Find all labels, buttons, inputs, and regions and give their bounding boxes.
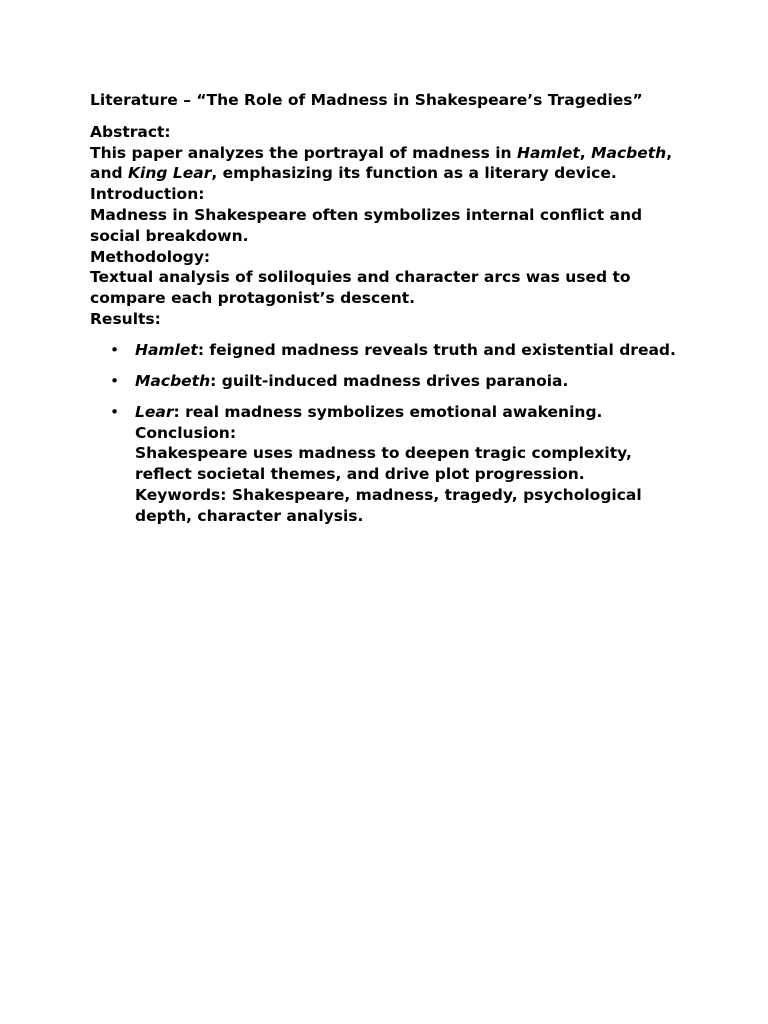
- result-work-title: Hamlet: [135, 340, 198, 359]
- abstract-text-part-1: This paper analyzes the portrayal of madness in: [90, 143, 517, 162]
- results-list: [90, 340, 690, 527]
- abstract-work-king-lear: King Lear: [128, 164, 212, 183]
- abstract-text: [90, 143, 690, 185]
- bullet-marker: •: [110, 340, 120, 359]
- result-work-title: Lear: [135, 402, 174, 421]
- abstract-work-macbeth: Macbeth: [591, 143, 667, 162]
- introduction-heading: Introduction:: [90, 185, 205, 204]
- list-item: [110, 402, 690, 527]
- abstract-text-part-2: and: [90, 164, 128, 183]
- abstract-heading: Abstract:: [90, 122, 171, 141]
- result-text: : feigned madness reveals truth and existential dread.: [197, 340, 676, 359]
- results-heading: Results:: [90, 309, 161, 328]
- result-text: : guilt-induced madness drives paranoia.: [210, 371, 569, 390]
- document-page: [90, 90, 690, 537]
- abstract-section: [90, 122, 690, 184]
- result-text: : real madness symbolizes emotional awakening.: [173, 402, 603, 421]
- methodology-text: Textual analysis of soliloquies and character arcs was used to compare each protagonist’s descent.: [90, 268, 631, 308]
- bullet-marker: •: [110, 371, 120, 390]
- abstract-separator-2: ,: [666, 143, 673, 162]
- list-item: [110, 371, 690, 392]
- methodology-section: [90, 247, 690, 309]
- conclusion-heading: Conclusion:: [135, 423, 237, 442]
- list-item: [110, 340, 690, 361]
- introduction-section: [90, 184, 690, 246]
- result-work-title: Macbeth: [135, 371, 211, 390]
- abstract-text-part-3: , emphasizing its function as a literary device.: [211, 164, 617, 183]
- bullet-marker: •: [110, 402, 120, 421]
- conclusion-text: Shakespeare uses madness to deepen tragic complexity, reflect societal themes, and drive plot progression.: [135, 444, 632, 484]
- abstract-work-hamlet: Hamlet: [516, 143, 580, 162]
- results-section: [90, 309, 690, 527]
- keywords-text: Keywords: Shakespeare, madness, tragedy, psychological depth, character analysis.: [135, 485, 642, 525]
- abstract-separator-1: ,: [579, 143, 592, 162]
- methodology-heading: Methodology:: [90, 247, 211, 266]
- document-title: Literature – “The Role of Madness in Shakespeare’s Tragedies”: [90, 91, 643, 109]
- introduction-text: Madness in Shakespeare often symbolizes internal conflict and social breakdown.: [90, 205, 643, 245]
